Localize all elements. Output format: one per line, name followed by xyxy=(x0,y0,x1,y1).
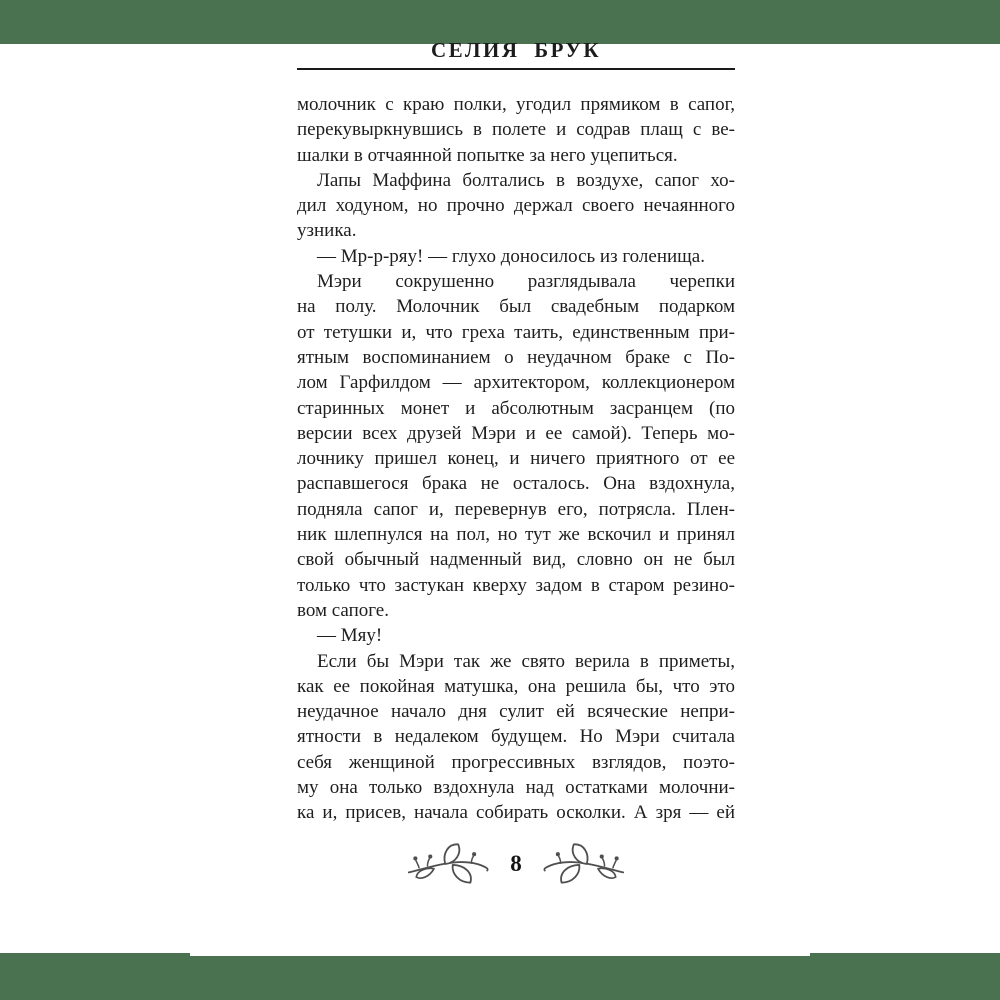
running-title: СЕЛИЯ БРУК xyxy=(430,38,602,62)
text-line: — Мяу! xyxy=(317,625,383,647)
text-line: шалки в отчаянной попытке за него уцепиться. xyxy=(297,144,678,166)
text-line: — Мр-р-ряу! — глухо доносилось из голенища. xyxy=(317,245,705,267)
text-line: старинных монет и абсолютным засранцем (по xyxy=(297,397,735,419)
page-footer xyxy=(297,836,735,892)
text-line: дил ходуном, но прочно держал своего нечаянного xyxy=(297,195,735,217)
text-line: ятности в недалеком будущем. Но Мэри считала xyxy=(297,726,735,748)
text-line: ятным воспоминанием о неудачном браке с По- xyxy=(297,346,735,368)
page-number: 8 xyxy=(510,851,522,876)
text-line: Если бы Мэри так же свято верила в приметы, xyxy=(317,650,735,672)
text-line: му она только вздохнула над остатками молочни- xyxy=(297,777,735,799)
laurel-sprig-right-icon xyxy=(542,839,626,889)
text-line: вом сапоге. xyxy=(297,599,389,621)
text-line: ка и, присев, начала собирать осколки. А зря — ей xyxy=(297,802,735,824)
page-header xyxy=(297,38,735,70)
text-line: молочник с краю полки, угодил прямиком в сапог, xyxy=(297,94,735,115)
text-line: как ее покойная матушка, она решила бы, что это xyxy=(297,675,735,697)
text-line: Мэри сокрушенно разглядывала черепки xyxy=(317,271,735,293)
text-line: подняла сапог и, перевернув его, потрясла. Плен- xyxy=(297,498,735,520)
header-rule xyxy=(297,68,735,70)
text-line: распавшегося брака не осталось. Она вздохнула, xyxy=(297,473,735,495)
text-line: себя женщиной прогрессивных взглядов, поэто- xyxy=(297,751,735,773)
text-line: узника. xyxy=(297,220,357,242)
page-sheet-bottom-edge xyxy=(190,953,810,956)
text-line: Лапы Маффина болтались в воздухе, сапог хо- xyxy=(317,169,735,191)
body-text xyxy=(297,92,735,826)
text-line: перекувыркнувшись в полете и содрав плащ с ве- xyxy=(297,119,735,141)
text-line: от тетушки и, что греха таить, единственным при- xyxy=(297,321,735,343)
laurel-sprig-left-icon xyxy=(406,839,490,889)
text-line: лом Гарфилдом — архитектором, коллекционером xyxy=(297,372,735,394)
text-line: лочнику пришел конец, и ничего приятного от ее xyxy=(297,448,735,470)
text-line: только что застукан кверху задом в старом резино- xyxy=(297,574,735,596)
text-line: свой обычный надменный вид, словно он не был xyxy=(297,549,735,571)
text-line: ник шлепнулся на пол, но тут же вскочил и принял xyxy=(297,524,735,546)
text-line: на полу. Молочник был свадебным подарком xyxy=(297,296,735,318)
bottom-cover-band xyxy=(0,953,1000,1000)
text-line: версии всех друзей Мэри и ее самой). Теперь мо- xyxy=(297,422,735,444)
text-line: неудачное начало дня сулит ей всяческие непри- xyxy=(297,701,735,723)
